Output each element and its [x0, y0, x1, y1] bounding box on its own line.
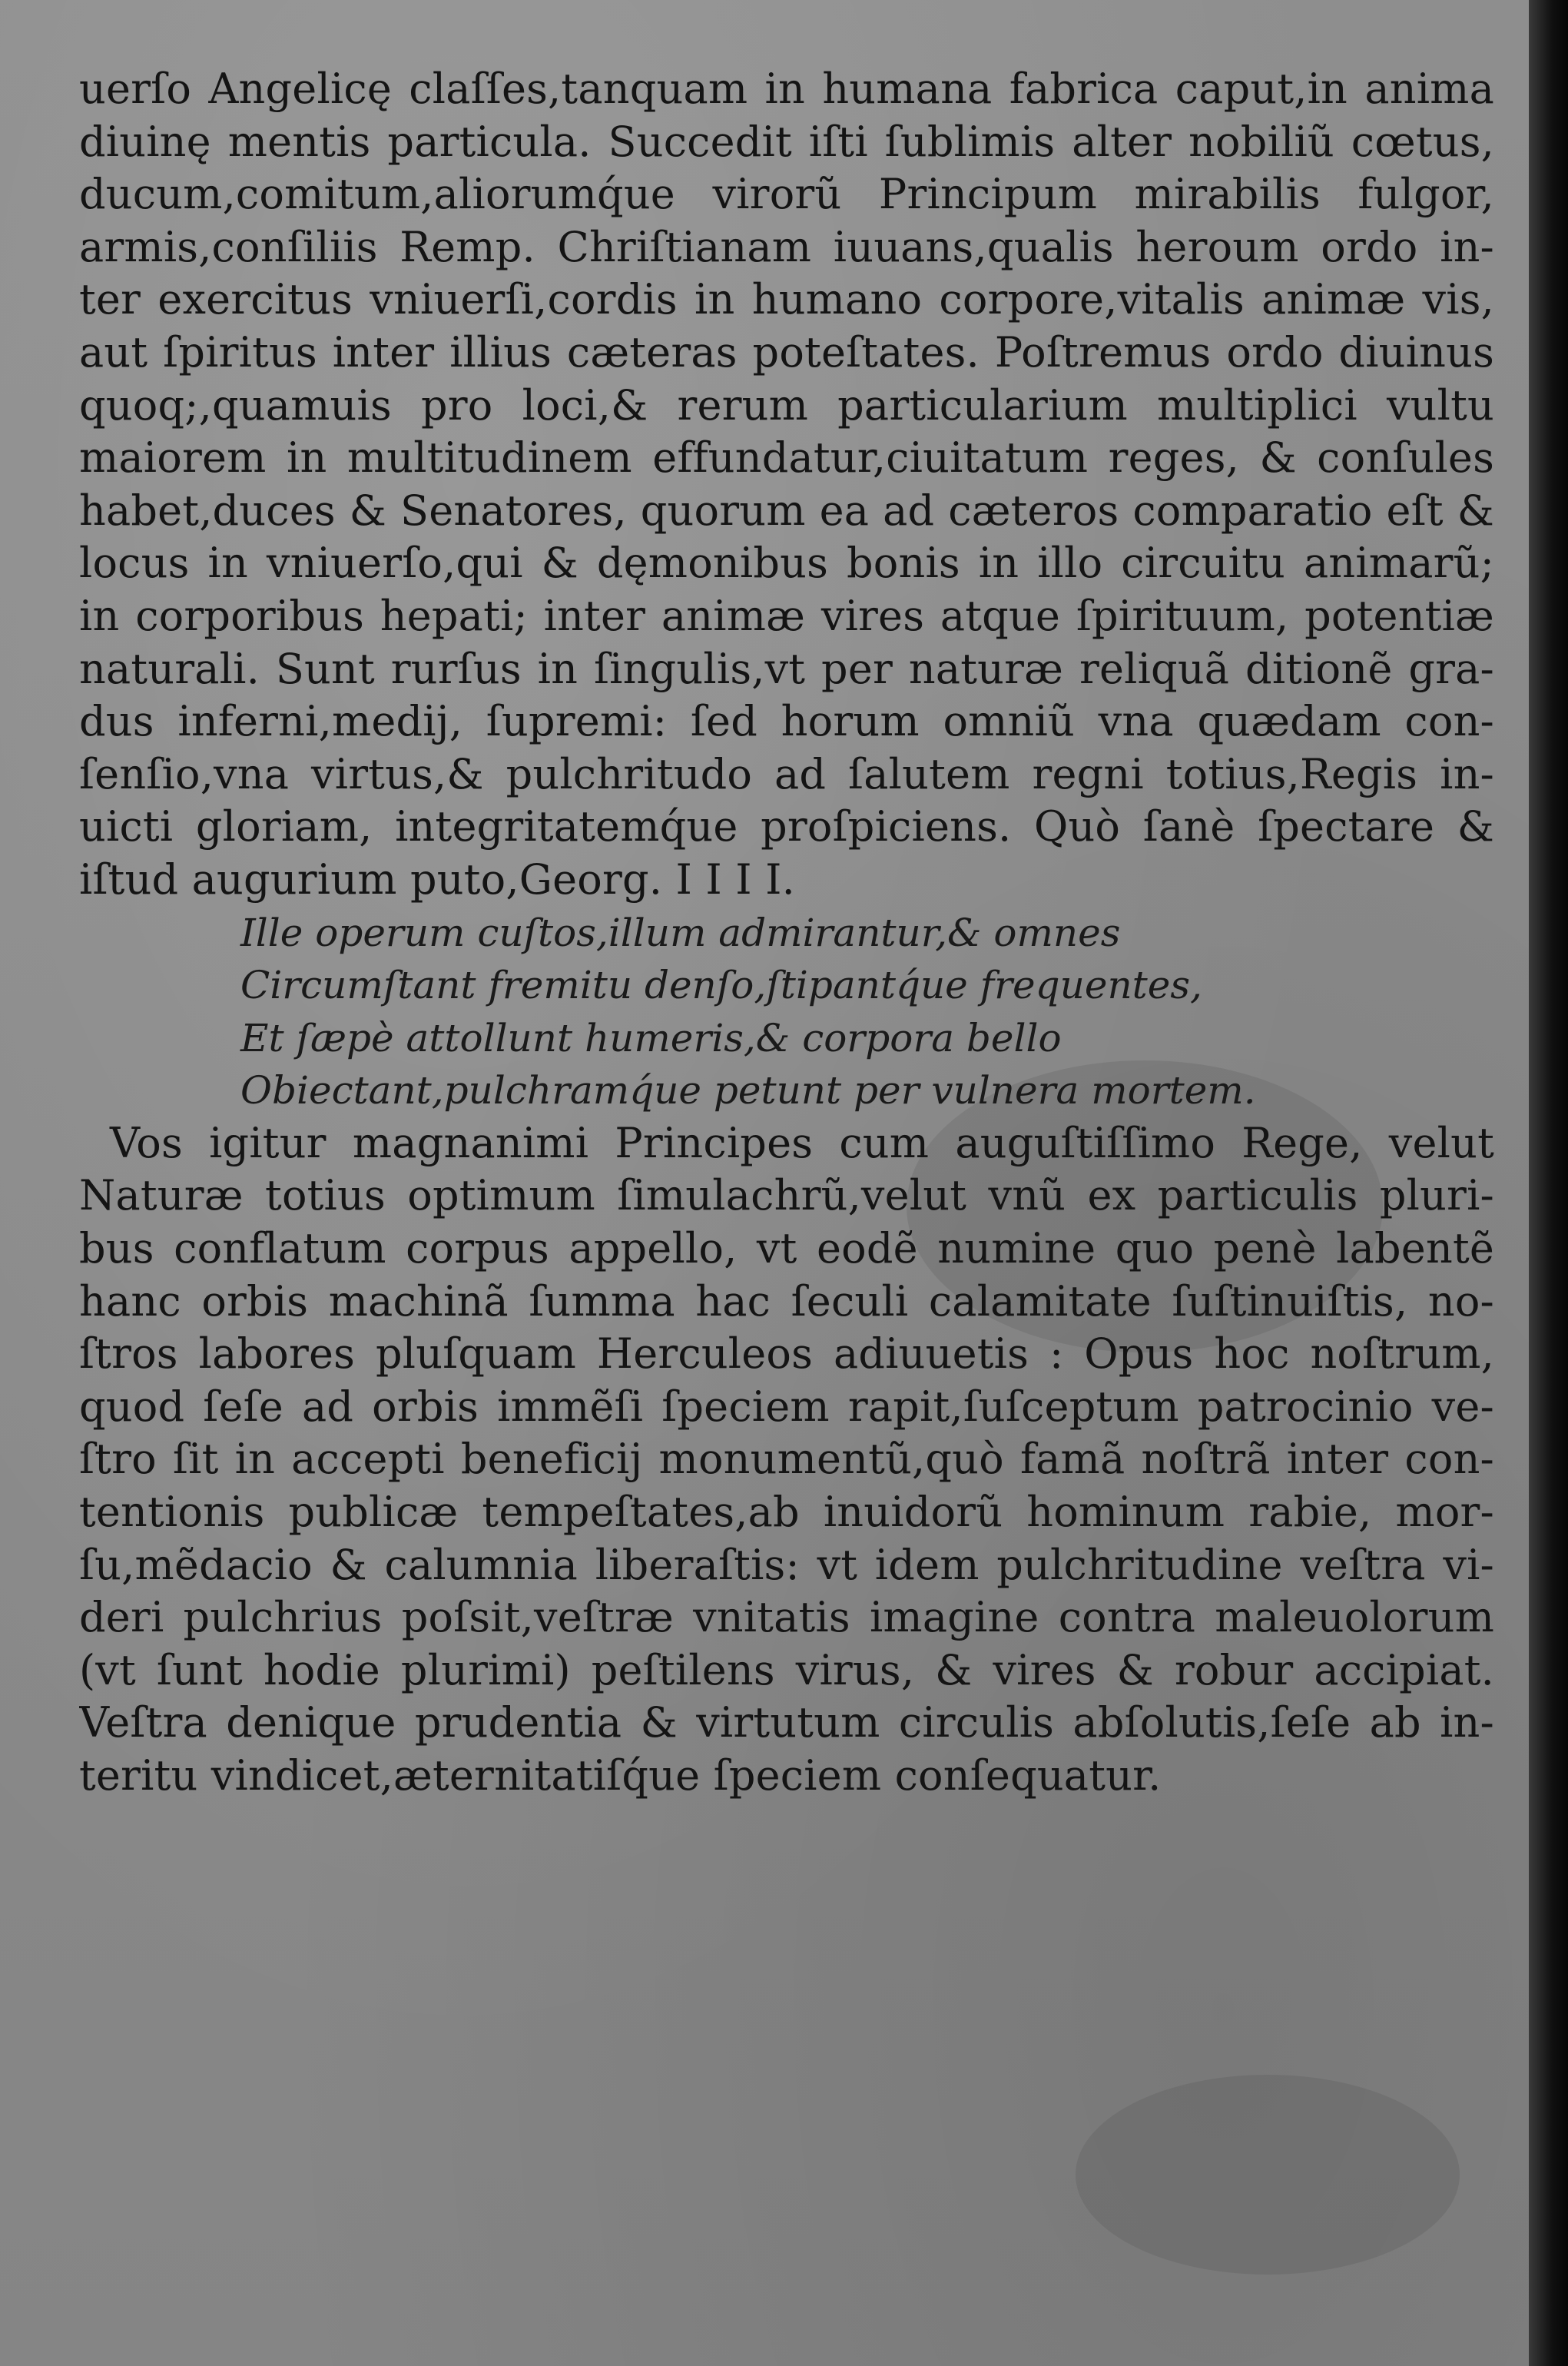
text-line: Naturæ totius optimum ſimulachrũ,velut vnũ ex particulis pluri-: [79, 1171, 1494, 1220]
paragraph-1: [79, 63, 1494, 907]
text-line: hanc orbis machinã ſumma hac ſeculi calamitate ſuſtinuiſtis, no-: [79, 1276, 1494, 1326]
text-line: iſtud augurium puto,Georg. I I I I.: [79, 854, 796, 904]
binding-edge: [1529, 0, 1568, 2366]
verse-line: Et ſæpè attollunt humeris,& corpora bello: [240, 1015, 1062, 1060]
verse-line: Obiectant,pulchramq́ue petunt per vulnera mortem.: [240, 1068, 1256, 1113]
verse-line: Ille operum cuſtos,illum admirantur,& omnes: [240, 910, 1121, 955]
text-line: aut ſpiritus inter illius cæteras poteſtates. Poſtremus ordo diuinus: [79, 327, 1494, 377]
text-line: quoq;,quamuis pro loci,& rerum particularium multiplici vultu: [79, 380, 1494, 430]
text-line: bus conflatum corpus appello, vt eodẽ numine quo penè labentẽ: [79, 1224, 1494, 1273]
text-line: tentionis publicæ tempeſtates,ab inuidorũ hominum rabie, mor-: [79, 1488, 1494, 1537]
text-line: locus in vniuerſo,qui & dęmonibus bonis in illo circuitu animarũ;: [79, 539, 1494, 588]
text-line: diuinę mentis particula. Succedit iſti ſublimis alter nobiliũ cœtus,: [79, 117, 1494, 166]
text-line: in corporibus hepati; inter animæ vires atque ſpirituum, potentiæ: [79, 591, 1494, 640]
text-line: deri pulchrius poſsit,veſtræ vnitatis imagine contra maleuolorum: [79, 1593, 1494, 1642]
text-line: habet,duces & Senatores, quorum ea ad cæteros comparatio eſt &: [79, 486, 1494, 535]
text-line: dus inferni,medij, ſupremi: ſed horum omniũ vna quædam con-: [79, 697, 1494, 746]
text-line: (vt ſunt hodie plurimi) peſtilens virus, & vires & robur accipiat.: [79, 1645, 1494, 1694]
text-line: ſenſio,vna virtus,& pulchritudo ad ſalutem regni totius,Regis in-: [79, 749, 1494, 798]
paragraph-2: [79, 1117, 1494, 1803]
text-line: Veſtra denique prudentia & virtutum circulis abſolutis,ſeſe ab in-: [79, 1698, 1494, 1747]
text-line: ter exercitus vniuerſi,cordis in humano corpore,vitalis animæ vis,: [79, 275, 1494, 324]
verse-quotation: [240, 907, 1494, 1117]
text-line: uicti gloriam, integritatemq́ue proſpiciens. Quò ſanè ſpectare &: [79, 802, 1494, 851]
text-line: Vos igitur magnanimi Principes cum auguſtiſſimo Rege, velut: [110, 1118, 1494, 1167]
text-line: ſtros labores pluſquam Herculeos adiuuetis : Opus hoc noſtrum,: [79, 1329, 1494, 1379]
text-line: quod ſeſe ad orbis immẽſi ſpeciem rapit,ſuſceptum patrocinio ve-: [79, 1382, 1494, 1431]
text-line: ſu,mẽdacio & calumnia liberaſtis: vt idem pulchritudine veſtra vi-: [79, 1540, 1494, 1589]
text-line: maiorem in multitudinem effundatur,ciuitatum reges, & conſules: [79, 433, 1494, 483]
text-line: naturali. Sunt rurſus in ſingulis,vt per naturæ reliquã ditionẽ gra-: [79, 644, 1494, 693]
text-line: teritu vindicet,æternitatiſq́ue ſpeciem conſequatur.: [79, 1751, 1162, 1800]
text-line: ducum,comitum,aliorumq́ue virorũ Principum mirabilis fulgor,: [79, 170, 1494, 219]
text-line: uerſo Angelicę claſſes,tanquam in humana fabrica caput,in anima: [79, 65, 1494, 113]
text-line: ſtro ſit in accepti beneficij monumentũ,quò famã noſtrã inter con-: [79, 1435, 1494, 1484]
text-line: armis,conſiliis Remp. Chriſtianam iuuans,qualis heroum ordo in-: [79, 222, 1494, 271]
text-block: [79, 63, 1494, 1803]
verse-line: Circumſtant fremitu denſo,ſtipantq́ue frequentes,: [240, 963, 1202, 1008]
bleed-through-stain: [1076, 2075, 1460, 2275]
